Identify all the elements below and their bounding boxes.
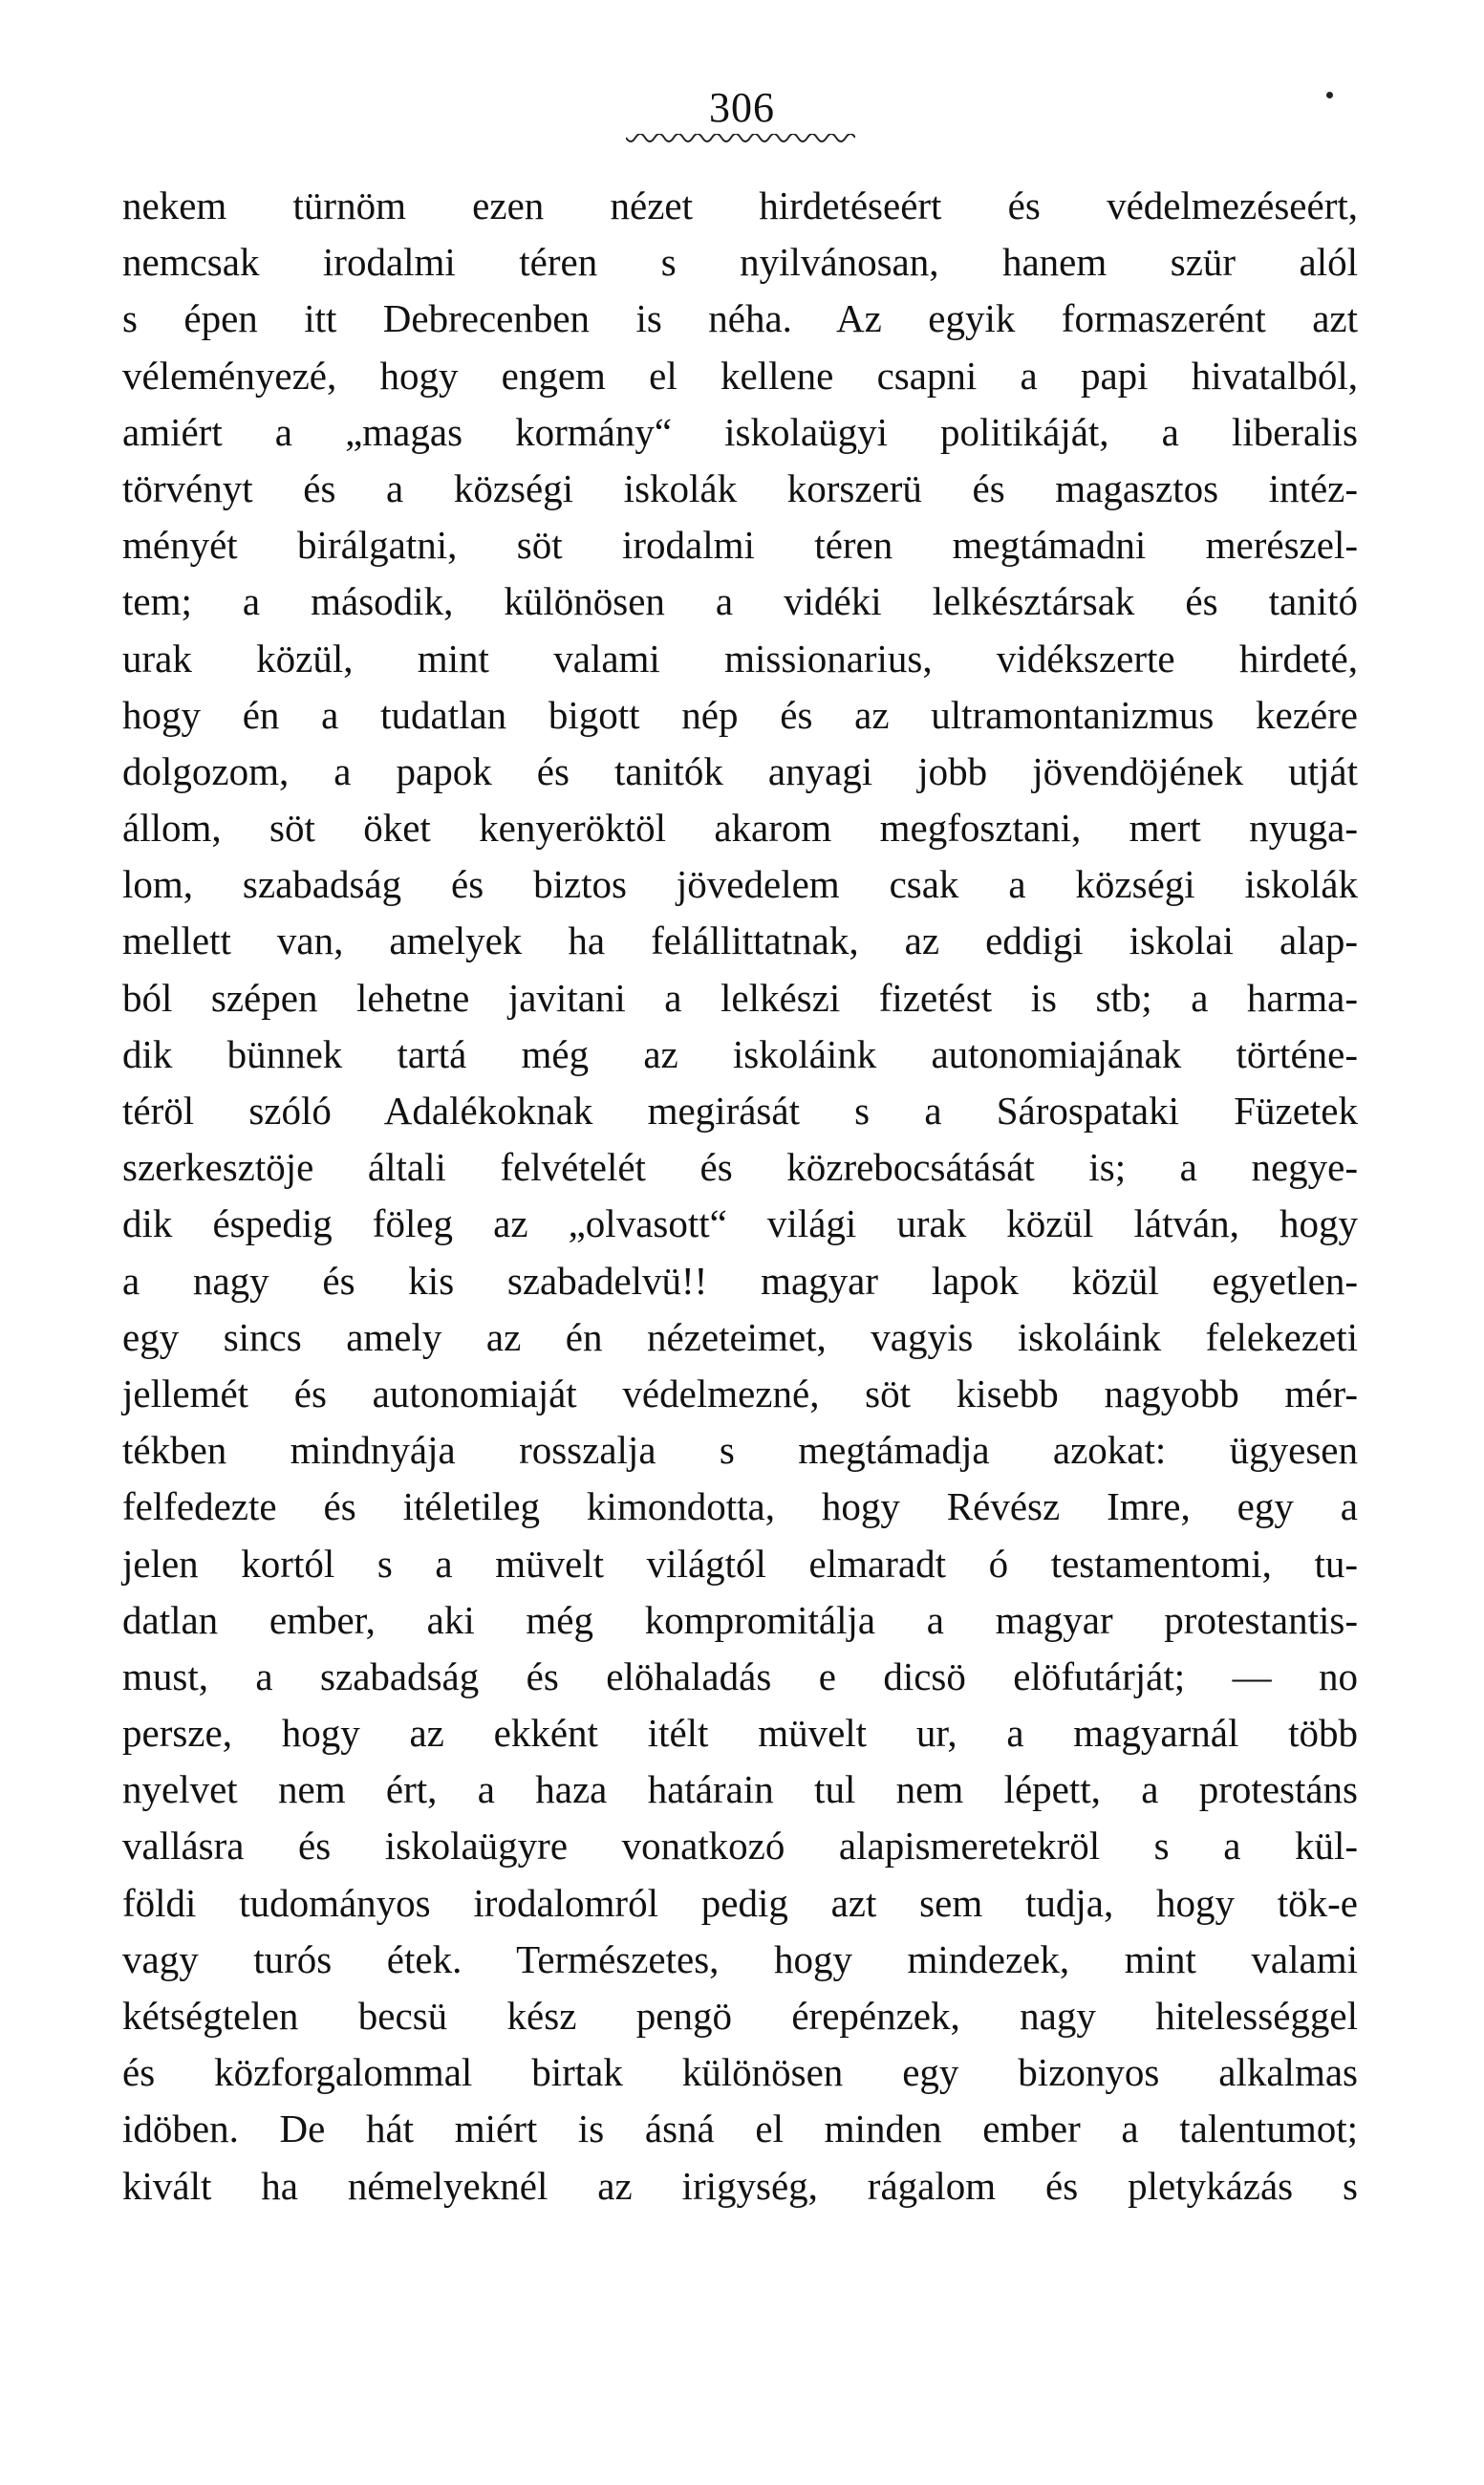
text-line: téröl szóló Adalékoknak megirását s a Sárospataki Füzetek	[122, 1089, 1358, 1133]
text-line: felfedezte és itéletileg kimondotta, hogy Révész Imre, egy a	[122, 1484, 1358, 1529]
text-line: véleményezé, hogy engem el kellene csapni a papi hivatalból,	[122, 353, 1358, 398]
text-line: dolgozom, a papok és tanitók anyagi jobb jövendöjének utját	[122, 748, 1358, 793]
text-line: vagy turós étek. Természetes, hogy mindezek, mint valami	[122, 1936, 1358, 1981]
text-line: must, a szabadság és elöhaladás e dicsö elöfutárját; — no	[122, 1653, 1358, 1698]
text-line: urak közül, mint valami missionarius, vidékszerte hirdeté,	[122, 636, 1358, 681]
page-header	[0, 84, 1484, 132]
text-line: tem; a második, különösen a vidéki lelkésztársak és tanitó	[122, 579, 1358, 624]
text-line: tékben mindnyája rosszalja s megtámadja azokat: ügyesen	[122, 1428, 1358, 1473]
text-line: ményét birálgatni, söt irodalmi téren megtámadni merészel-	[122, 523, 1358, 568]
text-line: datlan ember, aki még kompromitálja a magyar protestantis-	[122, 1597, 1358, 1642]
ink-speck	[1326, 92, 1333, 98]
page-number: 306	[709, 84, 775, 131]
text-line: persze, hogy az ekként itélt müvelt ur, a magyarnál több	[122, 1711, 1358, 1756]
text-line: lom, szabadság és biztos jövedelem csak a községi iskolák	[122, 862, 1358, 907]
text-line: földi tudományos irodalomról pedig azt sem tudja, hogy tök-e	[122, 1880, 1358, 1925]
text-line: nemcsak irodalmi téren s nyilvánosan, hanem szür alól	[122, 240, 1358, 285]
text-line: és közforgalommal birtak különösen egy bizonyos alkalmas	[122, 2050, 1358, 2095]
text-line: vallásra és iskolaügyre vonatkozó alapismeretekröl s a kül-	[122, 1824, 1358, 1869]
text-line: hogy én a tudatlan bigott nép és az ultramontanizmus kezére	[122, 692, 1358, 737]
text-line: nekem türnöm ezen nézet hirdetéseért és védelmezéseért,	[122, 184, 1358, 227]
text-line: amiért a „magas kormány“ iskolaügyi politikáját, a liberalis	[122, 409, 1358, 454]
text-line: nyelvet nem ért, a haza határain tul nem lépett, a protestáns	[122, 1767, 1358, 1812]
text-line: s épen itt Debrecenben is néha. Az egyik formaszerént azt	[122, 296, 1358, 341]
text-line: dik bünnek tartá még az iskoláink autonomiajának történe-	[122, 1031, 1358, 1076]
text-line: jelen kortól s a müvelt világtól elmaradt ó testamentomi, tu-	[122, 1541, 1358, 1586]
ornamental-wavy-rule	[626, 134, 855, 147]
text-line: jellemét és autonomiaját védelmezné, söt kisebb nagyobb mér-	[122, 1371, 1358, 1415]
text-line: állom, söt öket kenyeröktöl akarom megfosztani, mert nyuga-	[122, 806, 1358, 851]
text-line: dik éspedig föleg az „olvasott“ világi urak közül látván, hogy	[122, 1201, 1358, 1246]
body-text	[122, 178, 1358, 2215]
text-line: ból szépen lehetne javitani a lelkészi fizetést is stb; a harma-	[122, 975, 1358, 1020]
text-line: kétségtelen becsü kész pengö érepénzek, nagy hitelességgel	[122, 1994, 1358, 2038]
text-line: idöben. De hát miért is ásná el minden ember a talentumot;	[122, 2107, 1358, 2151]
text-line: törvényt és a községi iskolák korszerü és magasztos intéz-	[122, 465, 1358, 510]
text-line: kivált ha némelyeknél az irigység, rágalom és pletykázás s	[122, 2163, 1358, 2208]
text-line: egy sincs amely az én nézeteimet, vagyis iskoláink felekezeti	[122, 1314, 1358, 1359]
text-line: a nagy és kis szabadelvü!! magyar lapok közül egyetlen-	[122, 1258, 1358, 1303]
text-line: mellett van, amelyek ha felállittatnak, az eddigi iskolai alap-	[122, 918, 1358, 963]
text-line: szerkesztöje általi felvételét és közrebocsátását is; a negye-	[122, 1145, 1358, 1190]
